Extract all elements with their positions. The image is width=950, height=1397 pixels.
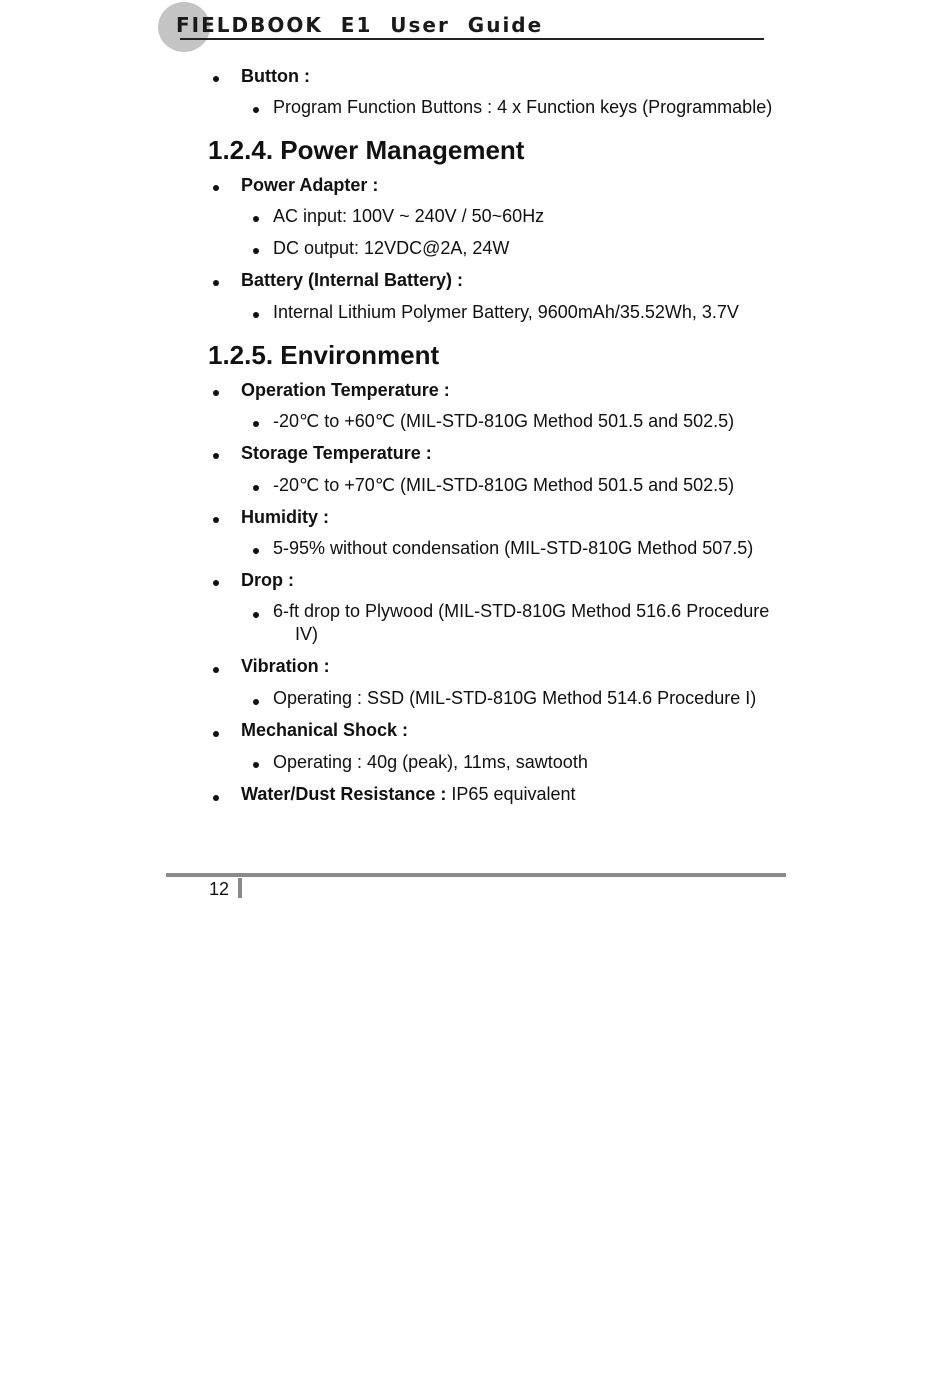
drop-detail-line-2: IV): [295, 624, 319, 644]
list-item-button-label: Button :: [241, 66, 310, 86]
water-dust-value: IP65 equivalent: [451, 784, 576, 804]
list-item-shock-detail: Operating : 40g (peak), 11ms, sawtooth: [273, 752, 588, 772]
water-dust-label: Water/Dust Resistance :: [241, 784, 447, 804]
header-rule: [180, 38, 764, 40]
bullet: [213, 580, 219, 586]
bullet: [213, 390, 219, 396]
list-item-vibration-detail: Operating : SSD (MIL-STD-810G Method 514.6 Procedure I): [273, 688, 757, 708]
bullet: [253, 421, 259, 427]
list-item-dc-output: DC output: 12VDC@2A, 24W: [273, 238, 510, 258]
list-item-drop-detail: [273, 600, 778, 646]
bullet: [253, 485, 259, 491]
list-item-storage-temp-detail: -20℃ to +70℃ (MIL-STD-810G Method 501.5 and 502.5): [273, 475, 735, 495]
list-item-drop-label: Drop :: [241, 570, 294, 590]
header-title: FIELDBOOK E1 User Guide: [176, 13, 544, 37]
page-number: 12: [209, 879, 230, 899]
list-item-ac-input: AC input: 100V ~ 240V / 50~60Hz: [273, 206, 545, 226]
bullet: [253, 762, 259, 768]
bullet: [213, 76, 219, 82]
list-item-op-temp-detail: -20℃ to +60℃ (MIL-STD-810G Method 501.5 and 502.5): [273, 411, 735, 431]
bullet: [213, 453, 219, 459]
bullet: [253, 107, 259, 113]
footer-rule: [166, 873, 786, 877]
bullet: [213, 517, 219, 523]
list-item-op-temp-label: Operation Temperature :: [241, 380, 450, 400]
bullet: [213, 280, 219, 286]
section-heading-power: 1.2.4. Power Management: [208, 135, 525, 165]
list-item-power-adapter-label: Power Adapter :: [241, 175, 379, 195]
list-item-battery-label: Battery (Internal Battery) :: [241, 270, 464, 290]
list-item-button-detail: Program Function Buttons : 4 x Function keys (Programmable): [273, 97, 773, 117]
bullet: [253, 248, 259, 254]
bullet: [253, 612, 259, 618]
list-item-humidity-label: Humidity :: [241, 507, 329, 527]
bullet: [213, 667, 219, 673]
bullet: [253, 216, 259, 222]
bullet: [253, 699, 259, 705]
drop-detail-line-1: 6-ft drop to Plywood (MIL-STD-810G Method 516.6 Procedure: [273, 601, 770, 621]
list-item-battery-detail: Internal Lithium Polymer Battery, 9600mAh/35.52Wh, 3.7V: [273, 302, 739, 322]
list-item-humidity-detail: 5-95% without condensation (MIL-STD-810G Method 507.5): [273, 538, 754, 558]
page-number-bar: [238, 878, 242, 898]
bullet: [253, 548, 259, 554]
list-item-water-dust: [241, 784, 576, 805]
section-heading-environment: 1.2.5. Environment: [208, 340, 440, 370]
bullet: [213, 795, 219, 801]
bullet: [213, 731, 219, 737]
list-item-storage-temp-label: Storage Temperature :: [241, 443, 432, 463]
list-item-shock-label: Mechanical Shock :: [241, 720, 409, 740]
bullet: [213, 185, 219, 191]
bullet: [253, 312, 259, 318]
list-item-vibration-label: Vibration :: [241, 656, 330, 676]
